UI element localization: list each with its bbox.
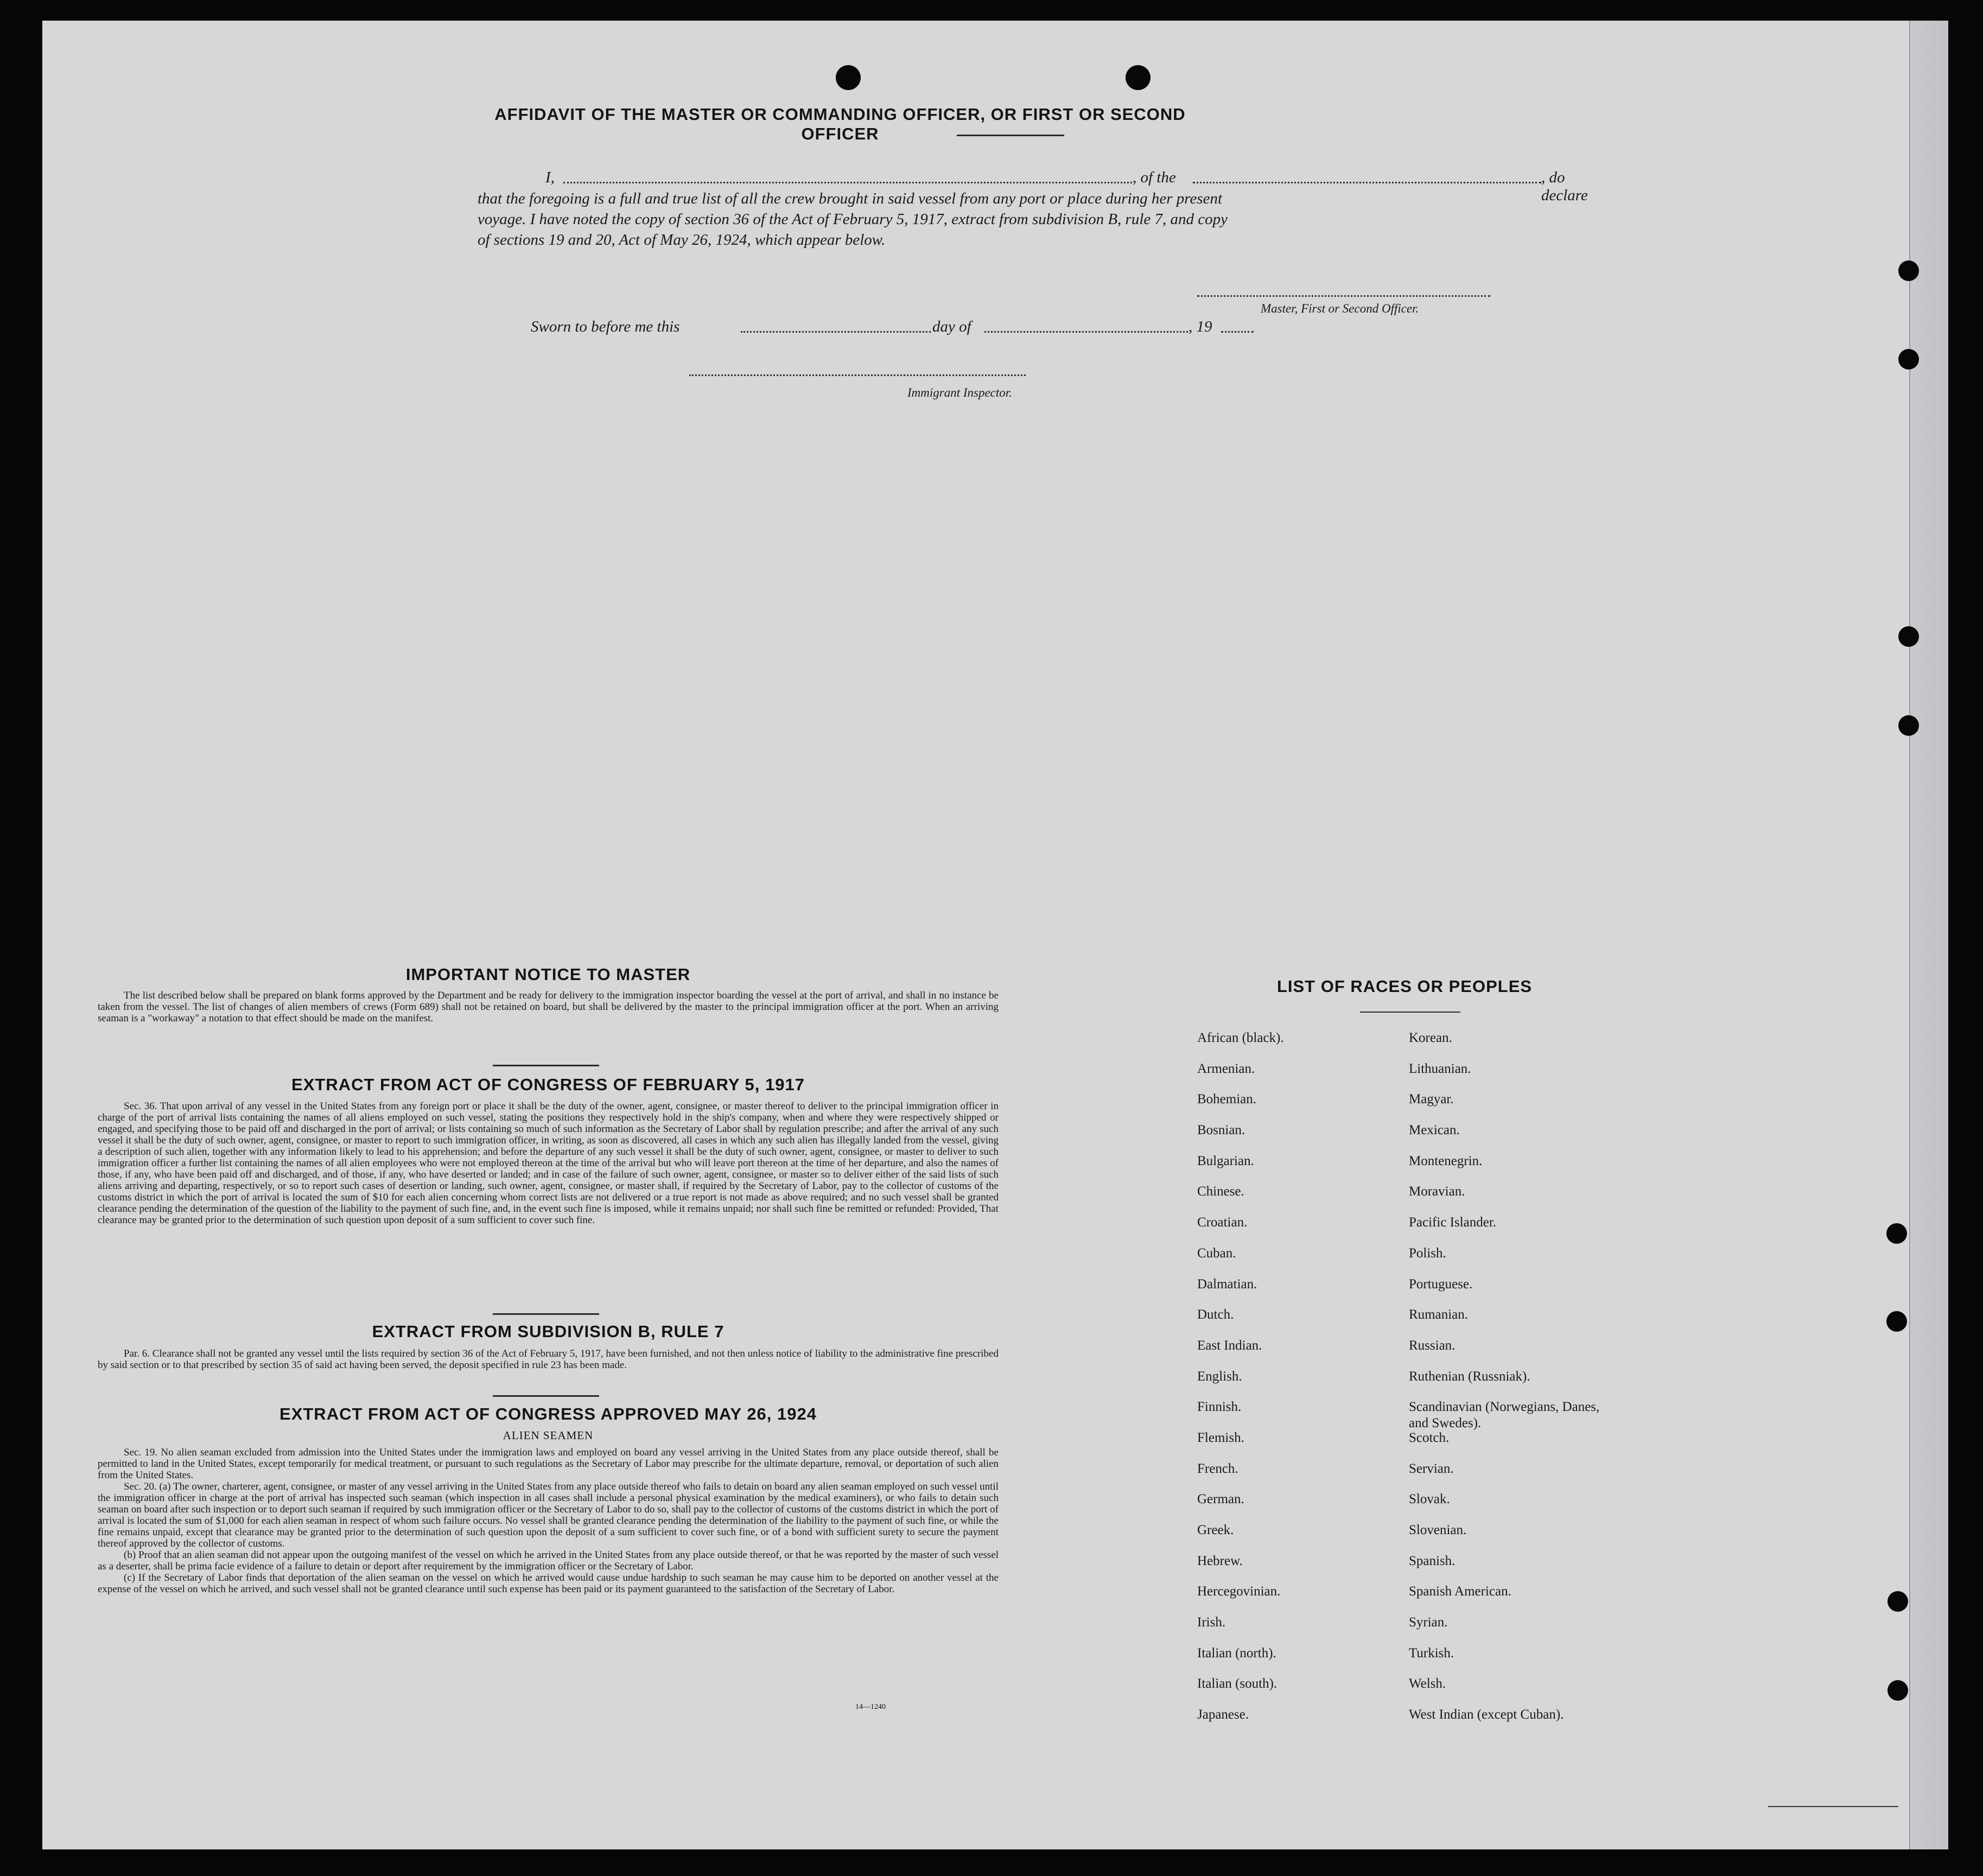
year-label: , 19	[1188, 318, 1212, 335]
paragraph-6: Par. 6. Clearance shall not be granted any vessel until the lists required by section 36 of the Act of February 5, 1917, have been furnished, and not then unless notice of liability to the administrative fine prescribed by said section or to that prescribed by section 35 of said act having been served, the deposit specified in rule 23 has been made.	[98, 1348, 999, 1371]
affidavit-i: I,	[545, 169, 555, 186]
races-rule	[1360, 1012, 1460, 1013]
race-entry: Bulgarian.	[1197, 1153, 1254, 1168]
notice-title: IMPORTANT NOTICE TO MASTER	[405, 965, 691, 984]
document-page	[42, 21, 1948, 1849]
signature-label: Master, First or Second Officer.	[1261, 302, 1419, 315]
punch-hole	[1886, 1311, 1907, 1332]
race-entry: Dutch.	[1197, 1307, 1234, 1322]
section-20b-paragraph: (b) Proof that an alien seaman did not appear upon the outgoing manifest of the vessel on which he arrived in the United States from any place outside thereof, or that he was reported by the master of such vessel as a deserter, shall be prima facie evidence of a failure to detain or deport after requirement by the immigration officer or the Secretary of Labor.	[98, 1549, 999, 1572]
inspector-line	[689, 374, 1026, 376]
race-entry: Spanish.	[1409, 1553, 1456, 1568]
race-entry: Bohemian.	[1197, 1092, 1257, 1107]
races-column-1	[1197, 1030, 1403, 1738]
races-column-2	[1409, 1030, 1615, 1738]
race-entry: Hercegovinian.	[1197, 1584, 1281, 1599]
day-blank	[741, 331, 931, 333]
race-entry: Mexican.	[1409, 1123, 1460, 1138]
race-entry: Montenegrin.	[1409, 1153, 1483, 1168]
race-entry: Chinese.	[1197, 1184, 1244, 1199]
punch-hole	[1887, 1591, 1908, 1612]
race-entry: Portuguese.	[1409, 1276, 1473, 1292]
month-blank	[984, 331, 1188, 333]
affidavit-line-3: voyage. I have noted the copy of section 36 of the Act of February 5, 1917, extract from subdivision B, rule 7, and copy	[478, 211, 1228, 228]
notice-paragraph: The list described below shall be prepared on blank forms approved by the Department and be ready for delivery to the immigration inspector boarding the vessel at the port of arrival, and shall in no instance be taken from the vessel. The list of changes of alien members of crews (Form 689) shall not be retained on board, but shall be delivered by the master to the principal immigration officer at the port. When an arriving seaman is a "workaway" a notation to that effect should be made on the manifest.	[98, 990, 999, 1024]
sworn-label: Sworn to before me this	[531, 318, 680, 335]
race-entry: Armenian.	[1197, 1061, 1255, 1076]
signature-line	[1197, 295, 1490, 297]
race-entry: Rumanian.	[1409, 1307, 1469, 1322]
race-entry: Bosnian.	[1197, 1123, 1245, 1138]
race-entry: French.	[1197, 1461, 1238, 1476]
punch-hole	[1898, 626, 1919, 647]
punch-hole	[1898, 260, 1919, 281]
alien-seamen-subtitle: ALIEN SEAMEN	[503, 1429, 594, 1442]
adjacent-page-edge	[1909, 21, 1948, 1849]
race-entry: Japanese.	[1197, 1707, 1249, 1722]
margin-mark	[1768, 1806, 1898, 1807]
punch-hole	[1887, 1680, 1908, 1701]
race-entry: West Indian (except Cuban).	[1409, 1707, 1564, 1722]
race-entry: Finnish.	[1197, 1400, 1242, 1415]
race-entry: Servian.	[1409, 1461, 1454, 1476]
rule-7-title: EXTRACT FROM SUBDIVISION B, RULE 7	[372, 1322, 724, 1341]
section-19-paragraph: Sec. 19. No alien seaman excluded from admission into the United States under the immigration laws and employed on board any vessel arriving in the United States from any place outside thereof, shall be permitted to land in the United States, except temporarily for medical treatment, or pursuant to such regulations as the Secretary of Labor may prescribe for the ultimate departure, removal, or deportation of such alien from the United States.	[98, 1447, 999, 1481]
race-entry: African (black).	[1197, 1031, 1284, 1045]
extract-1924-text	[98, 1447, 999, 1595]
extract-1924-title: EXTRACT FROM ACT OF CONGRESS APPROVED MAY 26, 1924	[279, 1404, 817, 1423]
rule-7-text	[98, 1348, 999, 1371]
race-entry: Greek.	[1197, 1523, 1234, 1537]
affidavit-title: AFFIDAVIT OF THE MASTER OR COMMANDING OFFICER, OR FIRST OR SECOND OFFICER	[494, 105, 1186, 143]
punch-hole	[836, 65, 861, 90]
race-entry: Croatian.	[1197, 1215, 1248, 1230]
section-20a-paragraph: Sec. 20. (a) The owner, charterer, agent, consignee, or master of any vessel arriving in the United States from any place outside thereof who fails to detain on board any alien seaman employed on such vessel until the immigration officer in charge at the port of arrival has inspected such seaman (which inspection in all cases shall include a personal physical examination by the medical examiners), or who fails to detain such seaman on board after such inspection or to deport such seaman if required by such immigration officer or the Secretary of Labor to do so, shall pay to the collector of customs of the customs district in which the port of arrival is located the sum of $1,000 for each alien seaman in respect of whom such failure occurs. No vessel shall be granted clearance pending the determination of the liability to the payment of such fine, or while the fine remains unpaid, except that clearance may be granted prior to the determination of such question upon the deposit of a sum sufficient to cover such fine, or of a bond with sufficient surety to secure the payment thereof approved by the collector of customs.	[98, 1481, 999, 1549]
race-entry: Russian.	[1409, 1338, 1456, 1353]
section-36-paragraph: Sec. 36. That upon arrival of any vessel in the United States from any foreign port or place it shall be the duty of the owner, agent, consignee, or master thereof to deliver to the principal immigration officer in charge of the port of arrival lists containing the names of all aliens employed on such vessel, stating the positions they respectively hold in the ship's company, when and where they were respectively shipped or engaged, and specifying those to be paid off and discharged in the port of arrival; or lists containing so much of such information as the Secretary of Labor shall by regulation prescribe; and after the arrival of any such vessel it shall be the duty of such owner, agent, consignee, or master to report to such immigration officer, in writing, as soon as discovered, all cases in which any such alien has illegally landed from the vessel, giving a description of such alien, together with any information likely to lead to his apprehension; and before the departure of any such vessel it shall be the duty of such owner, agent, consignee, or master to deliver to such immigration officer a further list containing the names of all alien employees who were not employed thereon at the time of the arrival but who will leave port thereon at the time of her departure, and also the names of those, if any, who have been paid off and discharged, and of those, if any, who have deserted or landed; and in case of the failure of such owner, agent, consignee, or master so to deliver either of the said lists of such aliens arriving and departing, respectively, or so to report such cases of desertion or landing, such owner, agent, consignee, or master shall, if required by the Secretary of Labor, pay to the collector of customs of the customs district in which the port of arrival is located the sum of $10 for each alien concerning whom correct lists are not delivered or a true report is not made as above required; and no such vessel shall be granted clearance pending the determination of the question of the liability to the payment of such fine, and, in the event such fine is imposed, while it remains unpaid; nor shall such fine be remitted or refunded: Provided, That clearance may be granted prior to the determination of such question upon deposit of a sum sufficient to cover such fine.	[98, 1101, 999, 1226]
race-entry: Hebrew.	[1197, 1553, 1243, 1568]
race-entry: Welsh.	[1409, 1676, 1446, 1691]
race-entry: Polish.	[1409, 1245, 1446, 1261]
races-title: LIST OF RACES OR PEOPLES	[1276, 977, 1533, 996]
race-entry: Moravian.	[1409, 1184, 1465, 1199]
extract-1917-text	[98, 1101, 999, 1226]
year-blank	[1221, 331, 1254, 333]
race-entry: Ruthenian (Russniak).	[1409, 1369, 1530, 1384]
punch-hole	[1898, 349, 1919, 370]
inspector-label: Immigrant Inspector.	[907, 386, 1012, 399]
day-of-label: day of	[932, 318, 971, 335]
section-rule	[493, 1065, 599, 1066]
race-entry: Slovenian.	[1409, 1523, 1467, 1537]
race-entry: Cuban.	[1197, 1245, 1236, 1261]
race-entry: Spanish American.	[1409, 1584, 1511, 1599]
race-entry: East Indian.	[1197, 1338, 1262, 1353]
section-20c-paragraph: (c) If the Secretary of Labor finds that deportation of the alien seaman on the vessel on which he arrived would cause undue hardship to such seaman he may cause him to be deported on another vessel at the expense of the vessel on which he arrived, and such vessel shall not be granted clearance until such expense has been paid or its payment guaranteed to the satisfaction of the Secretary of Labor.	[98, 1572, 999, 1595]
race-entry: Italian (south).	[1197, 1676, 1277, 1691]
race-entry: Scandinavian (Norwegians, Danes, and Swedes).	[1409, 1400, 1600, 1431]
race-entry: English.	[1197, 1369, 1242, 1384]
race-entry: Pacific Islander.	[1409, 1215, 1497, 1230]
affidavit-do-declare: , do declare	[1541, 169, 1588, 204]
race-entry: Magyar.	[1409, 1092, 1454, 1107]
affidavit-of-the: , of the	[1133, 169, 1176, 186]
affidavit-line-2: that the foregoing is a full and true list of all the crew brought in said vessel from any port or place during her present	[478, 190, 1223, 207]
punch-hole	[1886, 1223, 1907, 1244]
race-entry: Dalmatian.	[1197, 1276, 1257, 1292]
form-number: 14—1240	[855, 1703, 886, 1711]
notice-text	[98, 990, 999, 1024]
race-entry: Korean.	[1409, 1031, 1452, 1045]
race-entry: Slovak.	[1409, 1492, 1450, 1507]
name-blank	[563, 182, 1132, 183]
race-entry: Turkish.	[1409, 1645, 1454, 1661]
race-entry: Italian (north).	[1197, 1645, 1276, 1661]
race-entry: German.	[1197, 1492, 1244, 1507]
race-entry: Lithuanian.	[1409, 1061, 1471, 1076]
affidavit-line-4: of sections 19 and 20, Act of May 26, 1924, which appear below.	[478, 231, 886, 249]
section-rule	[493, 1395, 599, 1397]
vessel-blank	[1193, 182, 1541, 183]
sworn-line	[531, 318, 1345, 338]
punch-hole	[1126, 65, 1151, 90]
race-entry: Irish.	[1197, 1615, 1226, 1630]
extract-1917-title: EXTRACT FROM ACT OF CONGRESS OF FEBRUARY 5, 1917	[291, 1075, 805, 1094]
punch-hole	[1898, 715, 1919, 736]
race-entry: Scotch.	[1409, 1430, 1450, 1445]
section-rule	[493, 1313, 599, 1315]
title-rule	[957, 135, 1064, 136]
race-entry: Syrian.	[1409, 1615, 1448, 1630]
race-entry: Flemish.	[1197, 1430, 1244, 1445]
